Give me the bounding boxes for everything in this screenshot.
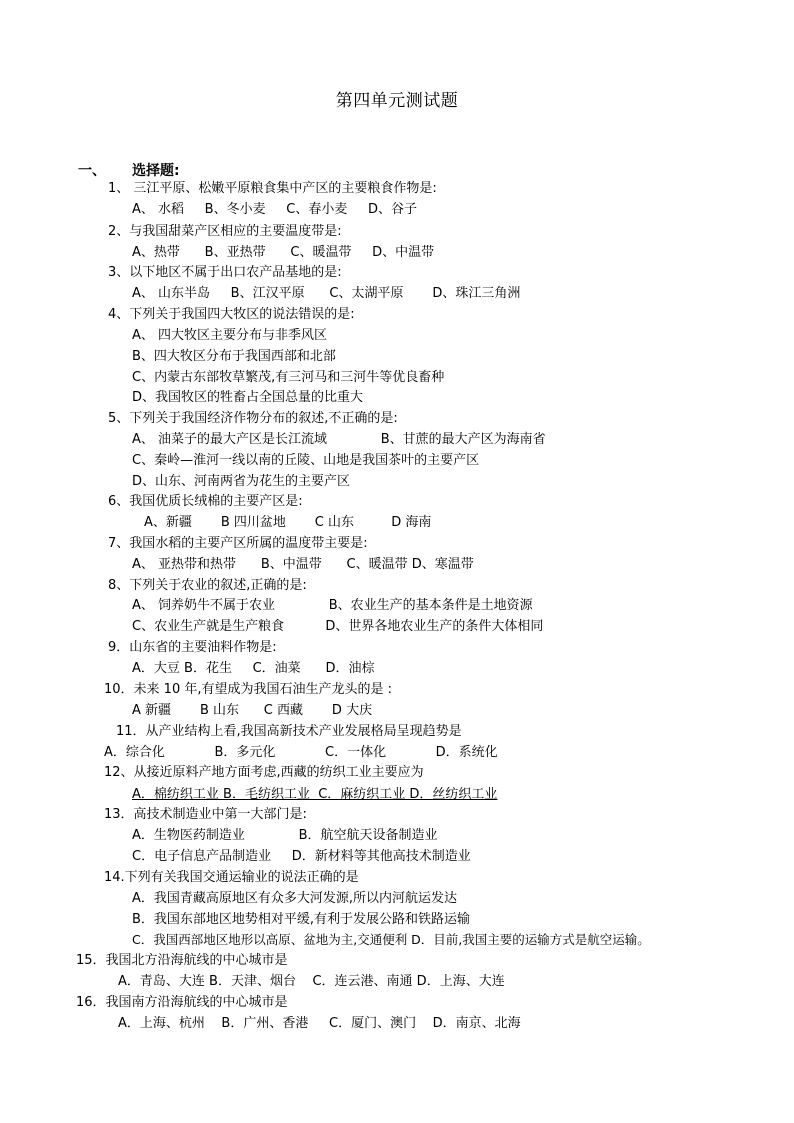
question-stem: 1、 三江平原、松嫩平原粮食集中产区的主要粮食作物是: [108, 181, 437, 196]
question-options: C、农业生产就是生产粮食 D、世界各地农业生产的条件大体相同 [132, 619, 544, 634]
question-stem: 6、我国优质长绒棉的主要产区是: [108, 494, 303, 509]
section-heading [78, 160, 180, 180]
question-options: A、 饲养奶牛不属于农业 B、农业生产的基本条件是土地资源 [132, 598, 533, 613]
question-options: A 新疆 B 山东 C 西藏 D 大庆 [132, 703, 373, 718]
question-options: A．生物医药制造业 B．航空航天设备制造业 [132, 828, 438, 843]
question-stem: 13．高技术制造业中第一大部门是: [104, 807, 307, 822]
section-number: 一、 [78, 163, 106, 179]
question-options: A、 油菜子的最大产区是长江流域 B、甘蔗的最大产区为海南省 [132, 432, 546, 447]
question-options: A、 水稻 B、冬小麦 C、春小麦 D、谷子 [132, 202, 418, 217]
question-options: C．我国西部地区地形以高原、盆地为主,交通便利 D．目前,我国主要的运输方式是航空运输。 [132, 932, 650, 947]
question-options: A、新疆 B 四川盆地 C 山东 D 海南 [144, 515, 432, 530]
question-options: A、 四大牧区主要分布与非季风区 [132, 328, 328, 343]
question-stem: 9．山东省的主要油料作物是: [108, 640, 277, 655]
question-stem: 3、以下地区不属于出口农产品基地的是: [108, 265, 342, 280]
question-stem: 11．从产业结构上看,我国高新技术产业发展格局呈现趋势是 [116, 724, 462, 739]
question-options: A．上海、杭州 B．广州、香港 C．厦门、澳门 D．南京、北海 [118, 1016, 521, 1031]
page-title: 第四单元测试题 [335, 91, 459, 111]
question-stem: 16．我国南方沿海航线的中心城市是 [76, 995, 288, 1010]
question-options: A．大豆 B．花生 C．油菜 D．油棕 [132, 661, 375, 676]
question-options: A．青岛、大连 B．天津、烟台 C．连云港、南通 D．上海、大连 [118, 974, 505, 989]
question-options: D、山东、河南两省为花生的主要产区 [132, 474, 351, 489]
question-options: B．我国东部地区地势相对平缓,有利于发展公路和铁路运输 [132, 912, 471, 927]
question-stem: 15．我国北方沿海航线的中心城市是 [76, 953, 288, 968]
question-options: A．棉纺织工业 B．毛纺织工业 C．麻纺织工业 D．丝纺织工业 [132, 787, 498, 802]
section-label: 选择题: [132, 163, 180, 179]
question-options: A．我国青藏高原地区有众多大河发源,所以内河航运发达 [132, 891, 458, 906]
question-options: C、秦岭—淮河一线以南的丘陵、山地是我国茶叶的主要产区 [132, 453, 480, 468]
question-stem: 10．未来 10 年,有望成为我国石油生产龙头的是 : [104, 682, 392, 697]
question-options: A、 亚热带和热带 B、中温带 C、暖温带 D、寒温带 [132, 557, 474, 572]
question-options: A．综合化 B．多元化 C．一体化 D．系统化 [104, 745, 498, 760]
question-stem: 14.下列有关我国交通运输业的说法正确的是 [104, 870, 359, 885]
question-stem: 7、我国水稻的主要产区所属的温度带主要是: [108, 536, 368, 551]
question-stem: 2、与我国甜菜产区相应的主要温度带是: [108, 224, 342, 239]
question-options: D、我国牧区的牲畜占全国总量的比重大 [132, 390, 364, 405]
question-options: B、四大牧区分布于我国西部和北部 [132, 349, 336, 364]
question-stem: 4、下列关于我国四大牧区的说法错误的是: [108, 307, 355, 322]
question-stem: 12、从接近原料产地方面考虑,西藏的纺织工业主要应为 [104, 765, 424, 780]
question-options: A、 山东半岛 B、江汉平原 C、太湖平原 D、珠江三角洲 [132, 286, 521, 301]
question-stem: 8、下列关于农业的叙述,正确的是: [108, 578, 307, 593]
question-options: C、内蒙古东部牧草繁茂,有三河马和三河牛等优良畜种 [132, 370, 445, 385]
question-options: A、热带 B、亚热带 C、暖温带 D、中温带 [132, 245, 435, 260]
question-options: C．电子信息产品制造业 D．新材料等其他高技术制造业 [132, 849, 471, 864]
question-stem: 5、下列关于我国经济作物分布的叙述,不正确的是: [108, 411, 398, 426]
